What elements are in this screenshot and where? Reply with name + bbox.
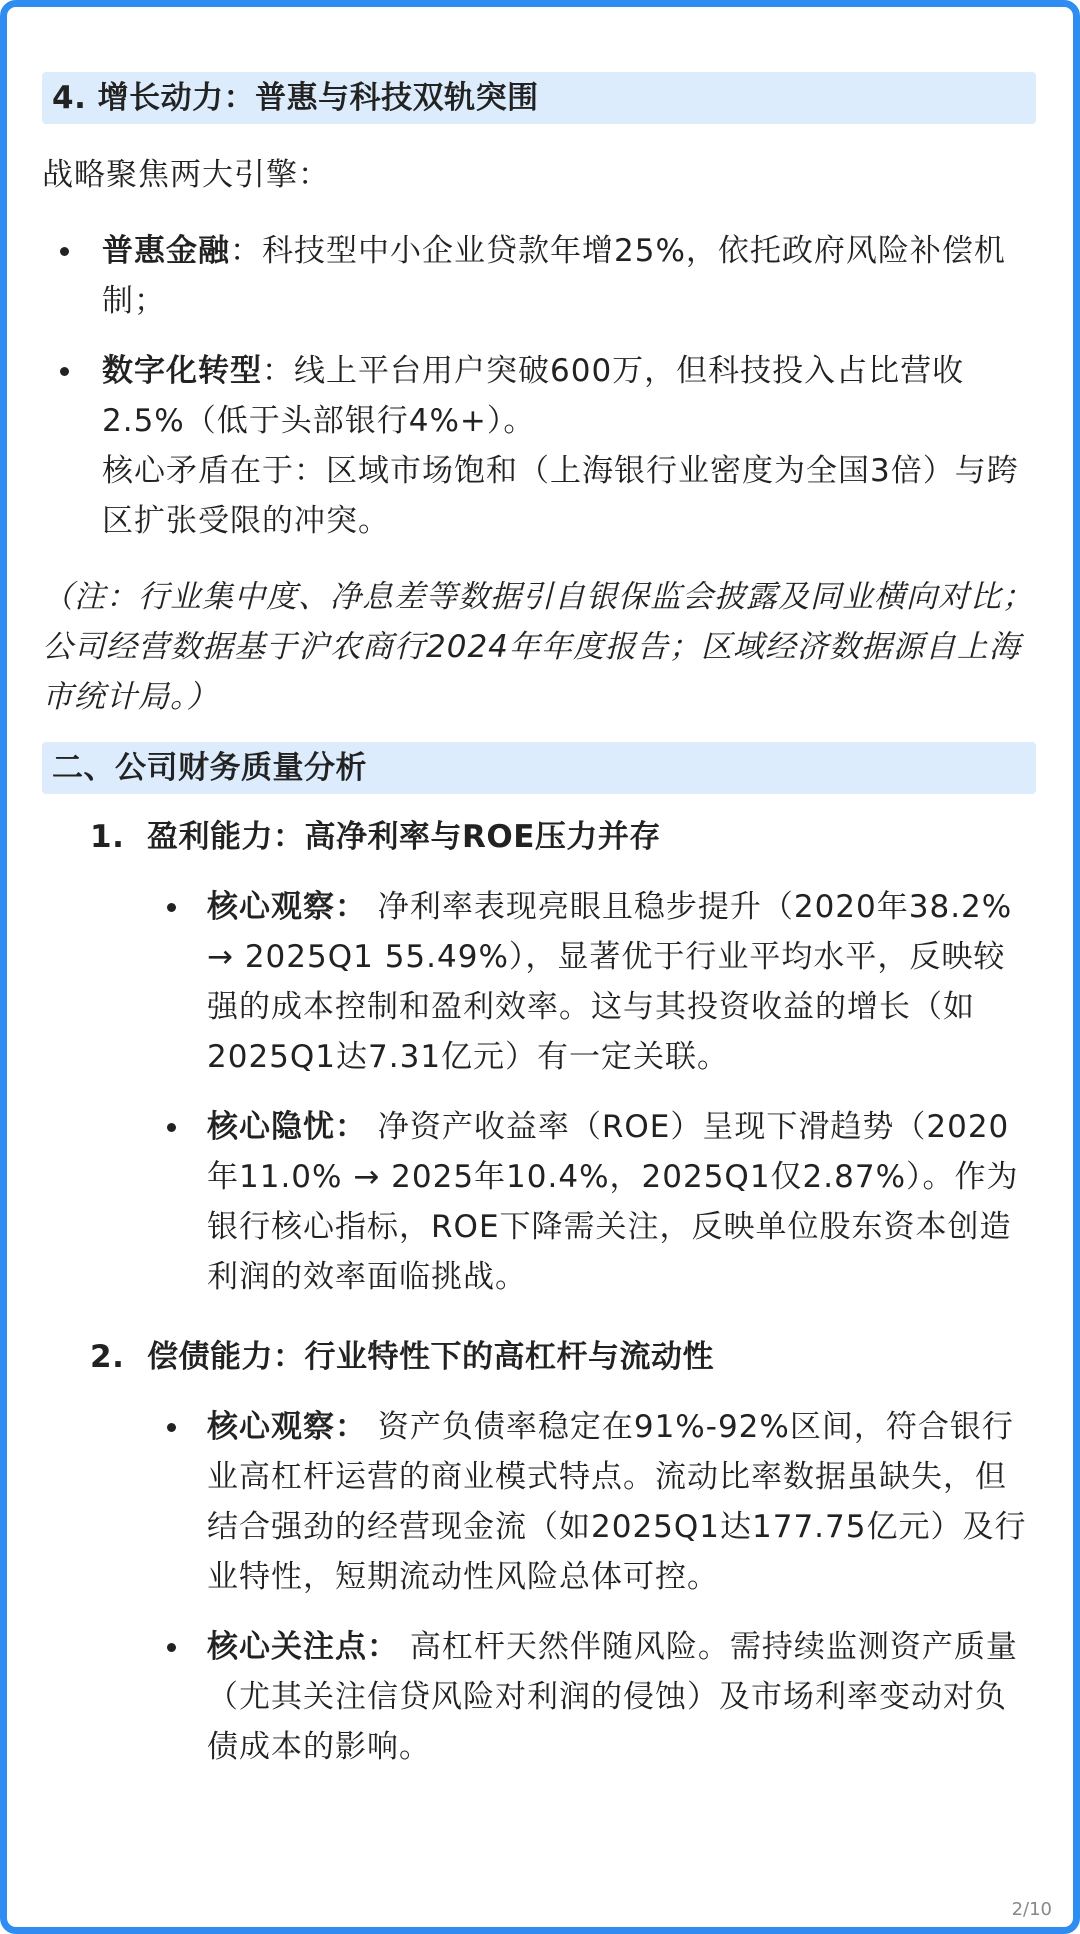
list-item-inclusive-finance [42,226,1036,326]
item-label: 核心观察： [207,889,367,925]
bullet-icon [167,1643,176,1652]
bullet-icon [167,903,176,912]
list-item-profit-observation [42,882,1036,1082]
section-heading-financial-quality: 二、公司财务质量分析 [42,742,1036,794]
item-label: 核心观察： [207,1409,367,1445]
item-text: 资产负债率稳定在91%-92%区间，符合银行业高杠杆运营的商业模式特点。流动比率数据虽缺失，但结合强劲的经营现金流（如2025Q1达177.75亿元）及行业特性，短期流动性风险总体可控。 [207,1409,1027,1595]
subsection-profitability [42,812,1036,862]
item-text: 净资产收益率（ROE）呈现下滑趋势（2020年11.0% → 2025年10.4%，2025Q1仅2.87%）。作为银行核心指标，ROE下降需关注，反映单位股东资本创造利润的效率面临挑战。 [207,1109,1019,1295]
item-label: 核心隐忧： [207,1109,367,1145]
page-number: 2/10 [1011,1899,1052,1920]
item-text: 净利率表现亮眼且稳步提升（2020年38.2% → 2025Q1 55.49%），显著优于行业平均水平，反映较强的成本控制和盈利效率。这与其投资收益的增长（如2025Q1达7.31亿元）有一定关联。 [207,889,1013,1075]
bullet-icon [167,1423,176,1432]
subsection-number: 1. [90,819,125,855]
source-note: （注：行业集中度、净息差等数据引自银保监会披露及同业横向对比；公司经营数据基于沪农商行2024年年度报告；区域经济数据源自上海市统计局。） [42,579,1034,715]
item-extra-text: 核心矛盾在于：区域市场饱和（上海银行业密度为全国3倍）与跨区扩张受限的冲突。 [102,453,1019,539]
subsection-solvency [42,1332,1036,1382]
bullet-icon [60,367,69,376]
subsection-title: 偿债能力：行业特性下的高杠杆与流动性 [147,1339,714,1375]
item-text: 高杠杆天然伴随风险。需持续监测资产质量（尤其关注信贷风险对利润的侵蚀）及市场利率变动对负债成本的影响。 [207,1629,1018,1765]
item-label: 数字化转型 [102,353,262,389]
bullet-icon [60,247,69,256]
item-label: 核心关注点： [207,1629,399,1665]
item-text: ：线上平台用户突破600万，但科技投入占比营收2.5%（低于头部银行4%+）。 [102,353,965,439]
document-content [42,0,1036,1772]
intro-text: 战略聚焦两大引擎： [42,157,330,193]
bullet-icon [167,1123,176,1132]
item-label: 普惠金融 [102,233,230,269]
item-text: ：科技型中小企业贷款年增25%，依托政府风险补偿机制； [102,233,1006,319]
subsection-number: 2. [90,1339,125,1375]
list-item-profit-concern [42,1102,1036,1302]
subsection-title: 盈利能力：高净利率与ROE压力并存 [147,819,661,855]
list-item-solvency-focus [42,1622,1036,1772]
list-item-solvency-observation [42,1402,1036,1602]
section-heading-growth: 4. 增长动力：普惠与科技双轨突围 [42,72,1036,124]
list-item-digital-transformation [42,346,1036,546]
